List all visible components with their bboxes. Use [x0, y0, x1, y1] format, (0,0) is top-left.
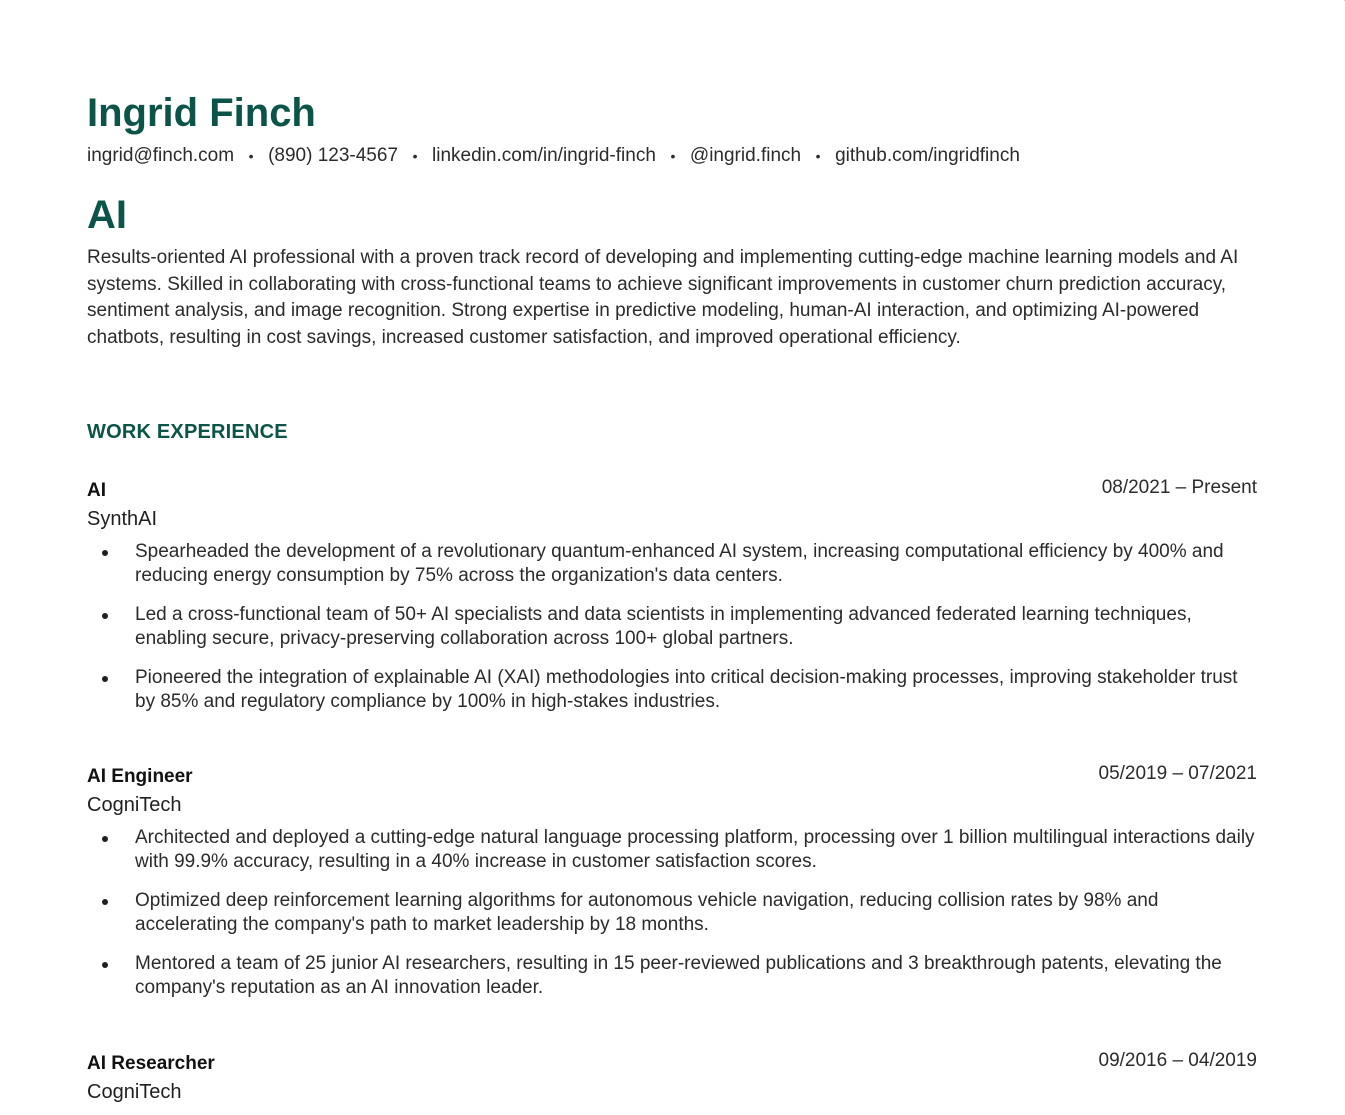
job-bullet-text: Architected and deployed a cutting-edge natural language processing platform, processing over 1 billion multilingual interactions daily with 99.9% accuracy, resulting in a 40% increase in customer satisfaction scores.	[135, 827, 1255, 872]
bullet-dot-icon	[102, 676, 108, 682]
job-bullet	[87, 666, 1257, 714]
job-bullet-text: Mentored a team of 25 junior AI researchers, resulting in 15 peer-reviewed publications and 3 breakthrough patents, elevating the company's reputation as an AI innovation leader.	[135, 953, 1222, 998]
bullet-dot-icon	[102, 836, 108, 842]
job-bullet	[87, 889, 1257, 937]
professional-headline: AI	[87, 193, 127, 237]
job-company: SynthAI	[87, 508, 158, 530]
job-bullet-text: Optimized deep reinforcement learning algorithms for autonomous vehicle navigation, reducing collision rates by 98% and accelerating the company's path to market leadership by 18 months.	[135, 890, 1159, 935]
job-title: AI Engineer	[87, 766, 193, 787]
contact-linkedin[interactable]: linkedin.com/in/ingrid-finch	[432, 145, 656, 166]
job-bullet-list	[87, 540, 1257, 729]
job-dates: 05/2019 – 07/2021	[1098, 763, 1257, 784]
contact-phone[interactable]: (890) 123-4567	[268, 145, 399, 166]
job-company: CogniTech	[87, 1081, 182, 1103]
job-bullet-list	[87, 826, 1257, 1015]
section-title-work-experience: WORK EXPERIENCE	[87, 421, 288, 443]
contact-social-handle[interactable]: @ingrid.finch	[689, 145, 802, 166]
job-dates: 08/2021 – Present	[1101, 477, 1257, 498]
bullet-dot-icon	[102, 899, 108, 905]
bullet-dot-icon	[102, 962, 108, 968]
job-title: AI Researcher	[87, 1053, 215, 1074]
job-title: AI	[87, 480, 106, 501]
job-bullet	[87, 603, 1257, 651]
job-bullet	[87, 540, 1257, 588]
contact-separator: •	[670, 148, 676, 164]
contact-separator: •	[815, 148, 821, 164]
job-dates: 09/2016 – 04/2019	[1098, 1050, 1257, 1071]
job-bullet	[87, 952, 1257, 1000]
job-bullet	[87, 826, 1257, 874]
contact-separator: •	[248, 148, 254, 164]
job-company: CogniTech	[87, 794, 182, 816]
job-bullet-text: Spearheaded the development of a revolutionary quantum-enhanced AI system, increasing computational efficiency by 400% and reducing energy consumption by 75% across the organization's data centers.	[135, 541, 1224, 586]
professional-summary: Results-oriented AI professional with a proven track record of developing and implementing cutting-edge machine learning models and AI systems. Skilled in collaborating with cross-functional teams to achieve significant improvements in customer churn prediction accuracy, sentiment analysis, and image recognition. Strong expertise in predictive modeling, human-AI interaction, and optimizing AI-powered chatbots, resulting in cost savings, increased customer satisfaction, and improved operational efficiency.	[87, 247, 1239, 348]
contact-github[interactable]: github.com/ingridfinch	[835, 145, 1020, 166]
job-bullet-text: Led a cross-functional team of 50+ AI specialists and data scientists in implementing advanced federated learning techniques, enabling secure, privacy-preserving collaboration across 100+ global partners.	[135, 604, 1192, 649]
job-bullet-text: Pioneered the integration of explainable AI (XAI) methodologies into critical decision-making processes, improving stakeholder trust by 85% and regulatory compliance by 100% in high-stakes industries.	[135, 667, 1238, 712]
bullet-dot-icon	[102, 550, 108, 556]
contact-email[interactable]: ingrid@finch.com	[87, 145, 235, 166]
contact-line	[87, 143, 1020, 169]
bullet-dot-icon	[102, 613, 108, 619]
candidate-name: Ingrid Finch	[87, 91, 316, 135]
contact-separator: •	[412, 148, 418, 164]
